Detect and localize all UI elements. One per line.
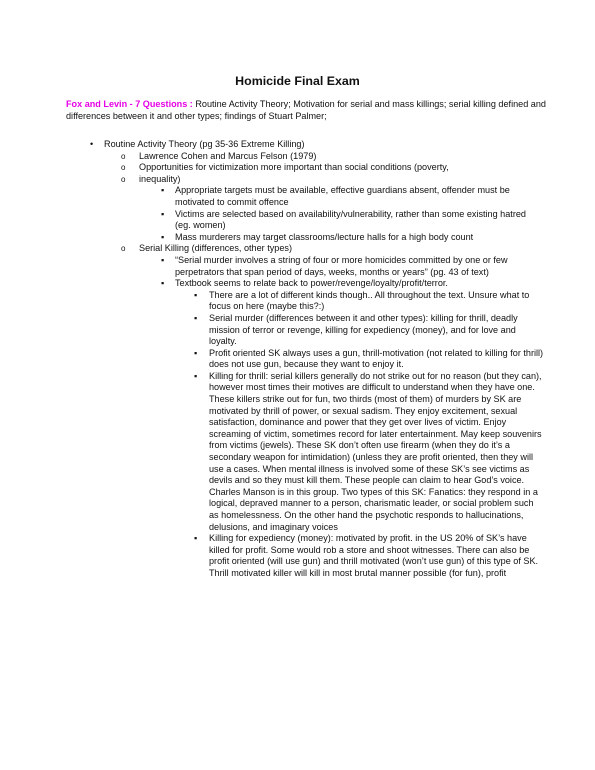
list-item: o inequality) ▪ Appropriate targets must be available, effective guardians absent, offender must be motivated to commit offence ▪ Victims are selected based on availability/vulnerability, rather than some existing hatred (eg. women) ▪ Mass murderers may target classrooms/lecture halls for a high body count	[0, 174, 595, 244]
square-bullet-icon: ▪	[161, 185, 165, 196]
list-item: o Lawrence Cohen and Marcus Felson (1979)	[121, 150, 317, 161]
list-item: ▪ Victims are selected based on availability/vulnerability, rather than some existing hatred (eg. women)	[161, 208, 526, 231]
square-bullet-icon: ▪	[161, 278, 165, 289]
square-bullet-icon: ▪	[161, 231, 165, 242]
square-bullet-icon: ▪	[194, 533, 198, 544]
list-item: ▪ Mass murderers may target classrooms/lecture halls for a high body count	[161, 231, 474, 242]
outline-list	[0, 139, 595, 580]
square-bullet-icon: ▪	[161, 208, 165, 219]
document-title: Homicide Final Exam	[235, 74, 360, 88]
circle-bullet-icon: o	[121, 163, 126, 173]
square-bullet-icon: ▪	[194, 289, 198, 300]
list-item: o Serial Killing (differences, other types) ▪ “Serial murder involves a string of four or more homicides committed by one or few perpetrators that span period of days, weeks, months or years” (pg. 43 of text) ▪ Textbook seems to relate back to power/revenge/loyalty/profit/terror. ▪ There are a lot of different kinds though.. All throughout the text. Unsure what to focus on here (maybe this?:) ▪ Serial murder (differences between it and other types): killing for thrill, deadly mission of terror or revenge, killing for expediency (money), and for love and loyalty. ▪ Profit oriented SK always uses a gun, thrill-motivation (not related to killing for thrill) does not use gun, because they want to enjoy it. ▪ Killing for thrill: serial killers generally do not strike out for no reason (but they can), however most times their motives are difficult to understand when they have one. These killers strike out for fun, two thirds (most of them) of murders by SK are motivated by thrill of power, or sexual sadism. They enjoy excitement, sexual satisfaction, dominance and power that they get over lives of victim. Enjoy screaming of victim, sometimes record for later entertainment. May keep souvenirs from victims (jewels). These SK don’t often use firearm (when they do it’s a secondary weapon for intimidation) (unless they are profit oriented, then they will use a cases. When mental illness is involved some of these SK’s see victims as devils and so they must kill them. These people can claim to hear God’s voice. Charles Manson is in this group. Two types of this SK: Fanatics: they respond in a logical, depraved manner to a person, charismatic leader, or social problem such as homelessness. On the other hand the psychotic responds to hallucinations, delusions, and imaginary voices ▪ Killing for expediency (money): motivated by profit. in the US 20% of SK’s have killed for profit. Some would rob a store and shoot witnesses. There can also be profit oriented (will use gun) and thrill motivated (won’t use gun) of this type of SK. Thrill motivated killer will kill in most brutal manner possible (for fun), profit	[0, 243, 595, 579]
circle-bullet-icon: o	[121, 174, 126, 184]
circle-bullet-icon: o	[121, 244, 126, 254]
list-item: ▪ Serial murder (differences between it and other types): killing for thrill, deadly mission of terror or revenge, killing for expediency (money), and for love and loyalty.	[194, 312, 518, 347]
list-item: o Opportunities for victimization more important than social conditions (poverty,	[121, 162, 449, 173]
sub-list	[0, 255, 595, 580]
intro-paragraph	[66, 99, 546, 122]
list-item: ▪ “Serial murder involves a string of four or more homicides committed by one or few perpetrators that span period of days, weeks, months or years” (pg. 43 of text)	[161, 254, 508, 277]
square-bullet-icon: ▪	[194, 370, 198, 381]
sub-list	[0, 290, 543, 580]
list-item: ▪ Textbook seems to relate back to power/revenge/loyalty/profit/terror. ▪ There are a lot of different kinds though.. All throughout the text. Unsure what to focus on here (maybe this?:) ▪ Serial murder (differences between it and other types): killing for thrill, deadly mission of terror or revenge, killing for expediency (money), and for love and loyalty. ▪ Profit oriented SK always uses a gun, thrill-motivation (not related to killing for thrill) does not use gun, because they want to enjoy it. ▪ Killing for thrill: serial killers generally do not strike out for no reason (but they can), however most times their motives are difficult to understand when they have one. These killers strike out for fun, two thirds (most of them) of murders by SK are motivated by thrill of power, or sexual sadism. They enjoy excitement, sexual satisfaction, dominance and power that they get over lives of victim. Enjoy screaming of victim, sometimes record for later entertainment. May keep souvenirs from victims (jewels). These SK don’t often use firearm (when they do it’s a secondary weapon for intimidation) (unless they are profit oriented, then they will use a cases. When mental illness is involved some of these SK’s see victims as devils and so they must kill them. These people can claim to hear God’s voice. Charles Manson is in this group. Two types of this SK: Fanatics: they respond in a logical, depraved manner to a person, charismatic leader, or social problem such as homelessness. On the other hand the psychotic responds to hallucinations, delusions, and imaginary voices ▪ Killing for expediency (money): motivated by profit. in the US 20% of SK’s have killed for profit. Some would rob a store and shoot witnesses. There can also be profit oriented (will use gun) and thrill motivated (won’t use gun) of this type of SK. Thrill motivated killer will kill in most brutal manner possible (for fun), profit	[0, 278, 543, 579]
intro-text: Routine Activity Theory; Motivation for serial and mass killings; serial killing defined and differences between it and other types; findings of Stuart Palmer;	[66, 99, 546, 121]
sub-list	[0, 151, 595, 580]
square-bullet-icon: ▪	[161, 254, 165, 265]
list-item: ▪ Appropriate targets must be available, effective guardians absent, offender must be motivated to commit offence	[161, 185, 510, 207]
sub-list	[0, 185, 595, 243]
list-item: ▪ Killing for thrill: serial killers generally do not strike out for no reason (but they can), however most times their motives are difficult to understand when they have one. These killers strike out for fun, two thirds (most of them) of murders by SK are motivated by thrill of power, or sexual sadism. They enjoy excitement, sexual satisfaction, dominance and power that they get over lives of victim. Enjoy screaming of victim, sometimes record for later entertainment. May keep souvenirs from victims (jewels). These SK don’t often use firearm (when they do it’s a secondary weapon for intimidation) (unless they are profit oriented, then they will use a cases. When mental illness is involved some of these SK’s see victims as devils and so they must kill them. These people can claim to hear God’s voice. Charles Manson is in this group. Two types of this SK: Fanatics: they respond in a logical, depraved manner to a person, charismatic leader, or social problem such as homelessness. On the other hand the psychotic responds to hallucinations, delusions, and imaginary voices	[194, 370, 542, 532]
list-item: ▪ Profit oriented SK always uses a gun, thrill-motivation (not related to killing for thrill) does not use gun, because they want to enjoy it.	[194, 347, 544, 370]
circle-bullet-icon: o	[121, 151, 126, 161]
square-bullet-icon: ▪	[194, 312, 198, 323]
list-item: ▪ Killing for expediency (money): motivated by profit. in the US 20% of SK’s have killed for profit. Some would rob a store and shoot witnesses. There can also be profit oriented (will use gun) and thrill motivated (won’t use gun) of this type of SK. Thrill motivated killer will kill in most brutal manner possible (for fun), profit	[194, 533, 539, 578]
list-item: ▪ There are a lot of different kinds though.. All throughout the text. Unsure what to focus on here (maybe this?:)	[194, 289, 530, 312]
list-item: • Routine Activity Theory (pg 35-36 Extreme Killing) o Lawrence Cohen and Marcus Felson (1979) o Opportunities for victimization more important than social conditions (poverty, o inequality) ▪ Appropriate targets must be available, effective guardians absent, offender must be motivated to commit offence ▪ Victims are selected based on availability/vulnerability, rather than some existing hatred (eg. women) ▪ Mass murderers may target classrooms/lecture halls for a high body count o Serial Killing (differences, other types) ▪ “Serial murder involves a string of four or more homicides committed by one or few perpetrators that span period of days, weeks, months or years” (pg. 43 of text) ▪ Textbook seems to relate back to power/revenge/loyalty/profit/terror. ▪ There are a lot of different kinds though.. All throughout the text. Unsure what to focus on here (maybe this?:) ▪ Serial murder (differences between it and other types): killing for thrill, deadly mission of terror or revenge, killing for expediency (money), and for love and loyalty. ▪ Profit oriented SK always uses a gun, thrill-motivation (not related to killing for thrill) does not use gun, because they want to enjoy it. ▪ Killing for thrill: serial killers generally do not strike out for no reason (but they can), however most times their motives are difficult to understand when they have one. These killers strike out for fun, two thirds (most of them) of murders by SK are motivated by thrill of power, or sexual sadism. They enjoy excitement, sexual satisfaction, dominance and power that they get over lives of victim. Enjoy screaming of victim, sometimes record for later entertainment. May keep souvenirs from victims (jewels). These SK don’t often use firearm (when they do it’s a secondary weapon for intimidation) (unless they are profit oriented, then they will use a cases. When mental illness is involved some of these SK’s see victims as devils and so they must kill them. These people can claim to hear God’s voice. Charles Manson is in this group. Two types of this SK: Fanatics: they respond in a logical, depraved manner to a person, charismatic leader, or social problem such as homelessness. On the other hand the psychotic responds to hallucinations, delusions, and imaginary voices ▪ Killing for expediency (money): motivated by profit. in the US 20% of SK’s have killed for profit. Some would rob a store and shoot witnesses. There can also be profit oriented (will use gun) and thrill motivated (won’t use gun) of this type of SK. Thrill motivated killer will kill in most brutal manner possible (for fun), profit	[0, 139, 595, 580]
square-bullet-icon: ▪	[194, 347, 198, 358]
intro-lead: Fox and Levin - 7 Questions :	[66, 99, 193, 109]
bullet-icon: •	[90, 139, 94, 149]
